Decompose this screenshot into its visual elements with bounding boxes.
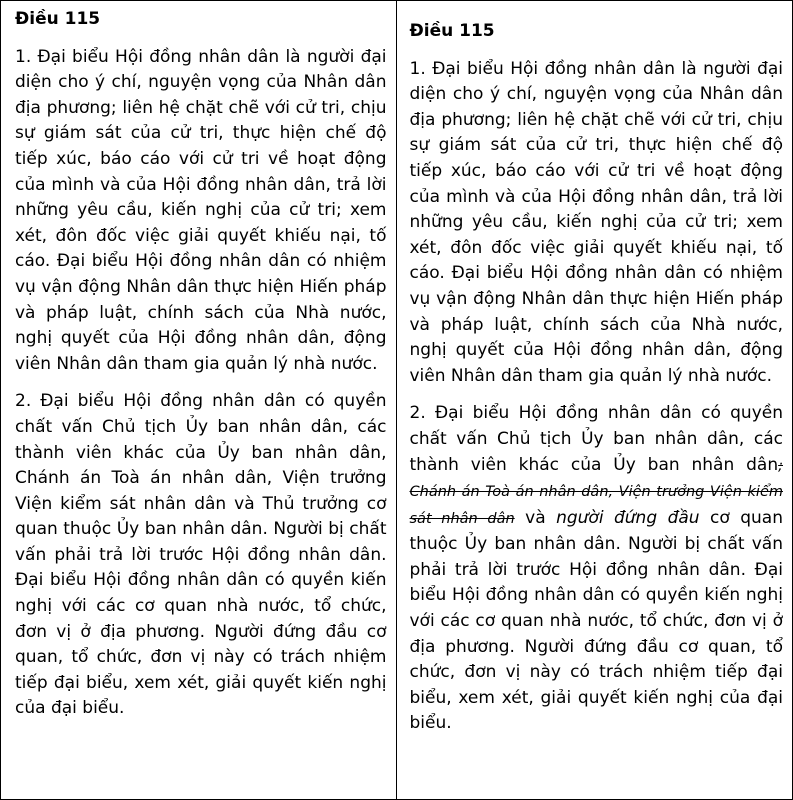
clause-2-text: 2. Đại biểu Hội đồng nhân dân có quyền chất vấn Chủ tịch Ủy ban nhân dân, các thành viên khác của Ủy ban nhân dân — [409, 403, 783, 475]
inserted-text: người đứng đầu — [556, 507, 700, 528]
article-heading: Điều 115 — [409, 21, 495, 41]
clause-2-text: cơ quan thuộc Ủy ban nhân dân. Người bị chất vấn phải trả lời trước Hội đồng nhân dân. Đại biểu Hội đồng nhân dân có quyền kiến nghị với các cơ quan nhà nước, tổ chức, đơn vị ở địa phương. Người đứng đầu cơ quan, tổ chức, đơn vị này có trách nhiệm tiếp đại biểu, xem xét, giải quyết kiến nghị của đại biểu. — [409, 507, 783, 734]
deleted-text: ; Chánh án Toà án nhân dân, Viện trưởng Viện kiểm sát nhân dân — [409, 457, 783, 527]
clause-1: 1. Đại biểu Hội đồng nhân dân là người đại diện cho ý chí, nguyện vọng của Nhân dân địa phương; liên hệ chặt chẽ với cử tri, chịu sự giám sát của cử tri, thực hiện chế độ tiếp xúc, báo cáo với cử tri về hoạt động của mình và của Hội đồng nhân dân, trả lời những yêu cầu, kiến nghị của cử tri; xem xét, đôn đốc việc giải quyết khiếu nại, tố cáo. Đại biểu Hội đồng nhân dân có nhiệm vụ vận động Nhân dân thực hiện Hiến pháp và pháp luật, chính sách của Nhà nước, nghị quyết của Hội đồng nhân dân, động viên Nhân dân tham gia quản lý nhà nước. — [409, 58, 783, 386]
clause-1: 1. Đại biểu Hội đồng nhân dân là người đại diện cho ý chí, nguyện vọng của Nhân dân địa phương; liên hệ chặt chẽ với cử tri, chịu sự giám sát của cử tri, thực hiện chế độ tiếp xúc, báo cáo với cử tri về hoạt động của mình và của Hội đồng nhân dân, trả lời những yêu cầu, kiến nghị của cử tri; xem xét, đôn đốc việc giải quyết khiếu nại, tố cáo. Đại biểu Hội đồng nhân dân có nhiệm vụ vận động Nhân dân thực hiện Hiến pháp và pháp luật, chính sách của Nhà nước, nghị quyết của Hội đồng nhân dân, động viên Nhân dân tham gia quản lý nhà nước. — [15, 46, 387, 374]
clause-2-text: và — [514, 507, 557, 528]
amended-text-column — [397, 1, 793, 799]
clause-2: 2. Đại biểu Hội đồng nhân dân có quyền chất vấn Chủ tịch Ủy ban nhân dân, các thành viên khác của Ủy ban nhân dân, Chánh án Toà án nhân dân, Viện trưởng Viện kiểm sát nhân dân và Thủ trưởng cơ quan thuộc Ủy ban nhân dân. Người bị chất vấn phải trả lời trước Hội đồng nhân dân. Đại biểu Hội đồng nhân dân có quyền kiến nghị với các cơ quan nhà nước, tổ chức, đơn vị ở địa phương. Người đứng đầu cơ quan, tổ chức, đơn vị này có trách nhiệm tiếp đại biểu, xem xét, giải quyết kiến nghị của đại biểu. — [15, 391, 387, 719]
article-heading: Điều 115 — [15, 9, 101, 29]
clause-2 — [410, 401, 784, 737]
original-text-column — [1, 1, 397, 799]
